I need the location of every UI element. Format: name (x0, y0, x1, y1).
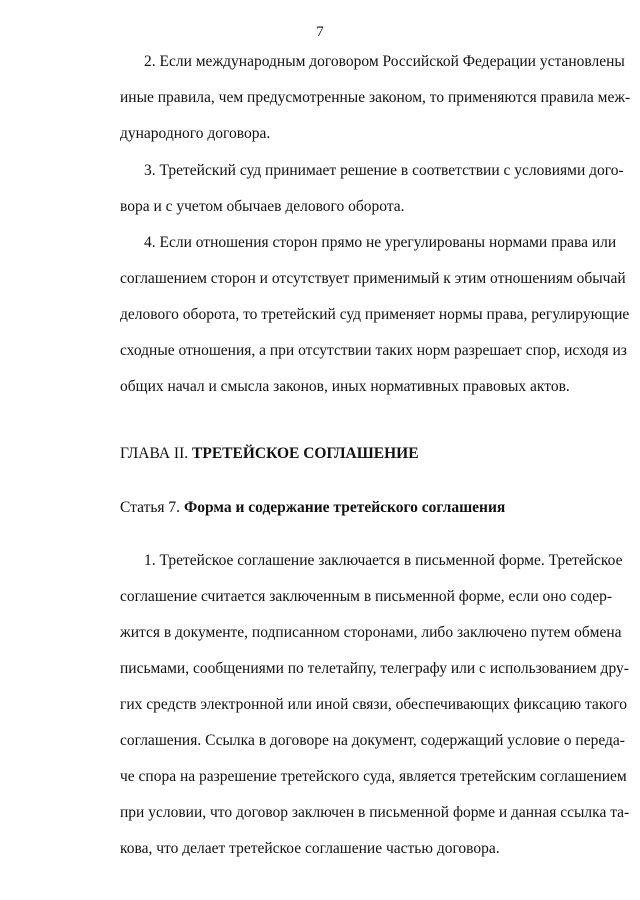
page-number: 7 (316, 24, 324, 40)
article-prefix: Статья 7. (120, 499, 181, 516)
para2-line-3: дународного договора. (120, 125, 271, 142)
para2-line-2: иные правила, чем предусмотренные законом, то применяются правила меж- (120, 89, 631, 106)
para4-line-3: делового оборота, то третейский суд применяет нормы права, регулирующие (120, 306, 630, 323)
section1-line-3: жится в документе, подписанном сторонами, либо заключено путем обмена (120, 624, 622, 641)
article-heading (120, 498, 596, 518)
chapter-title: ТРЕТЕЙСКОЕ СОГЛАШЕНИЕ (192, 445, 419, 462)
para3-line-1: 3. Третейский суд принимает решение в соответствии с условиями дого- (144, 162, 624, 179)
para4-line-1: 4. Если отношения сторон прямо не урегулированы нормами права или (144, 234, 617, 251)
section1-line-7: че спора на разрешение третейского суда, является третейским соглашением (120, 768, 627, 785)
para4-line-5: общих начал и смысла законов, иных нормативных правовых актов. (120, 378, 570, 395)
section1-line-8: при условии, что договор заключен в письменной форме и данная ссылка та- (120, 804, 630, 821)
section1-line-1: 1. Третейское соглашение заключается в письменной форме. Третейское (144, 552, 623, 569)
chapter-prefix: ГЛАВА II. (120, 445, 189, 462)
para3-line-2: вора и с учетом обычаев делового оборота. (120, 198, 405, 215)
section1-line-2: соглашение считается заключенным в письменной форме, если оно содер- (120, 588, 613, 605)
chapter-heading (120, 444, 596, 464)
para4-line-4: сходные отношения, а при отсутствии таких норм разрешает спор, исходя из (120, 342, 627, 359)
section1-line-4: письмами, сообщениями по телетайпу, телеграфу или с использованием дру- (120, 660, 629, 677)
para2-line-1: 2. Если международным договором Российской Федерации установлены (144, 53, 625, 70)
article-title: Форма и содержание третейского соглашения (183, 499, 506, 516)
para4-line-2: соглашением сторон и отсутствует применимый к этим отношениям обычай (120, 270, 626, 287)
section1-line-6: соглашения. Ссылка в договоре на документ, содержащий условие о переда- (120, 732, 625, 749)
section1-line-5: гих средств электронной или иной связи, обеспечивающих фиксацию такого (120, 696, 628, 713)
section1-line-9: кова, что делает третейское соглашение частью договора. (120, 840, 500, 857)
